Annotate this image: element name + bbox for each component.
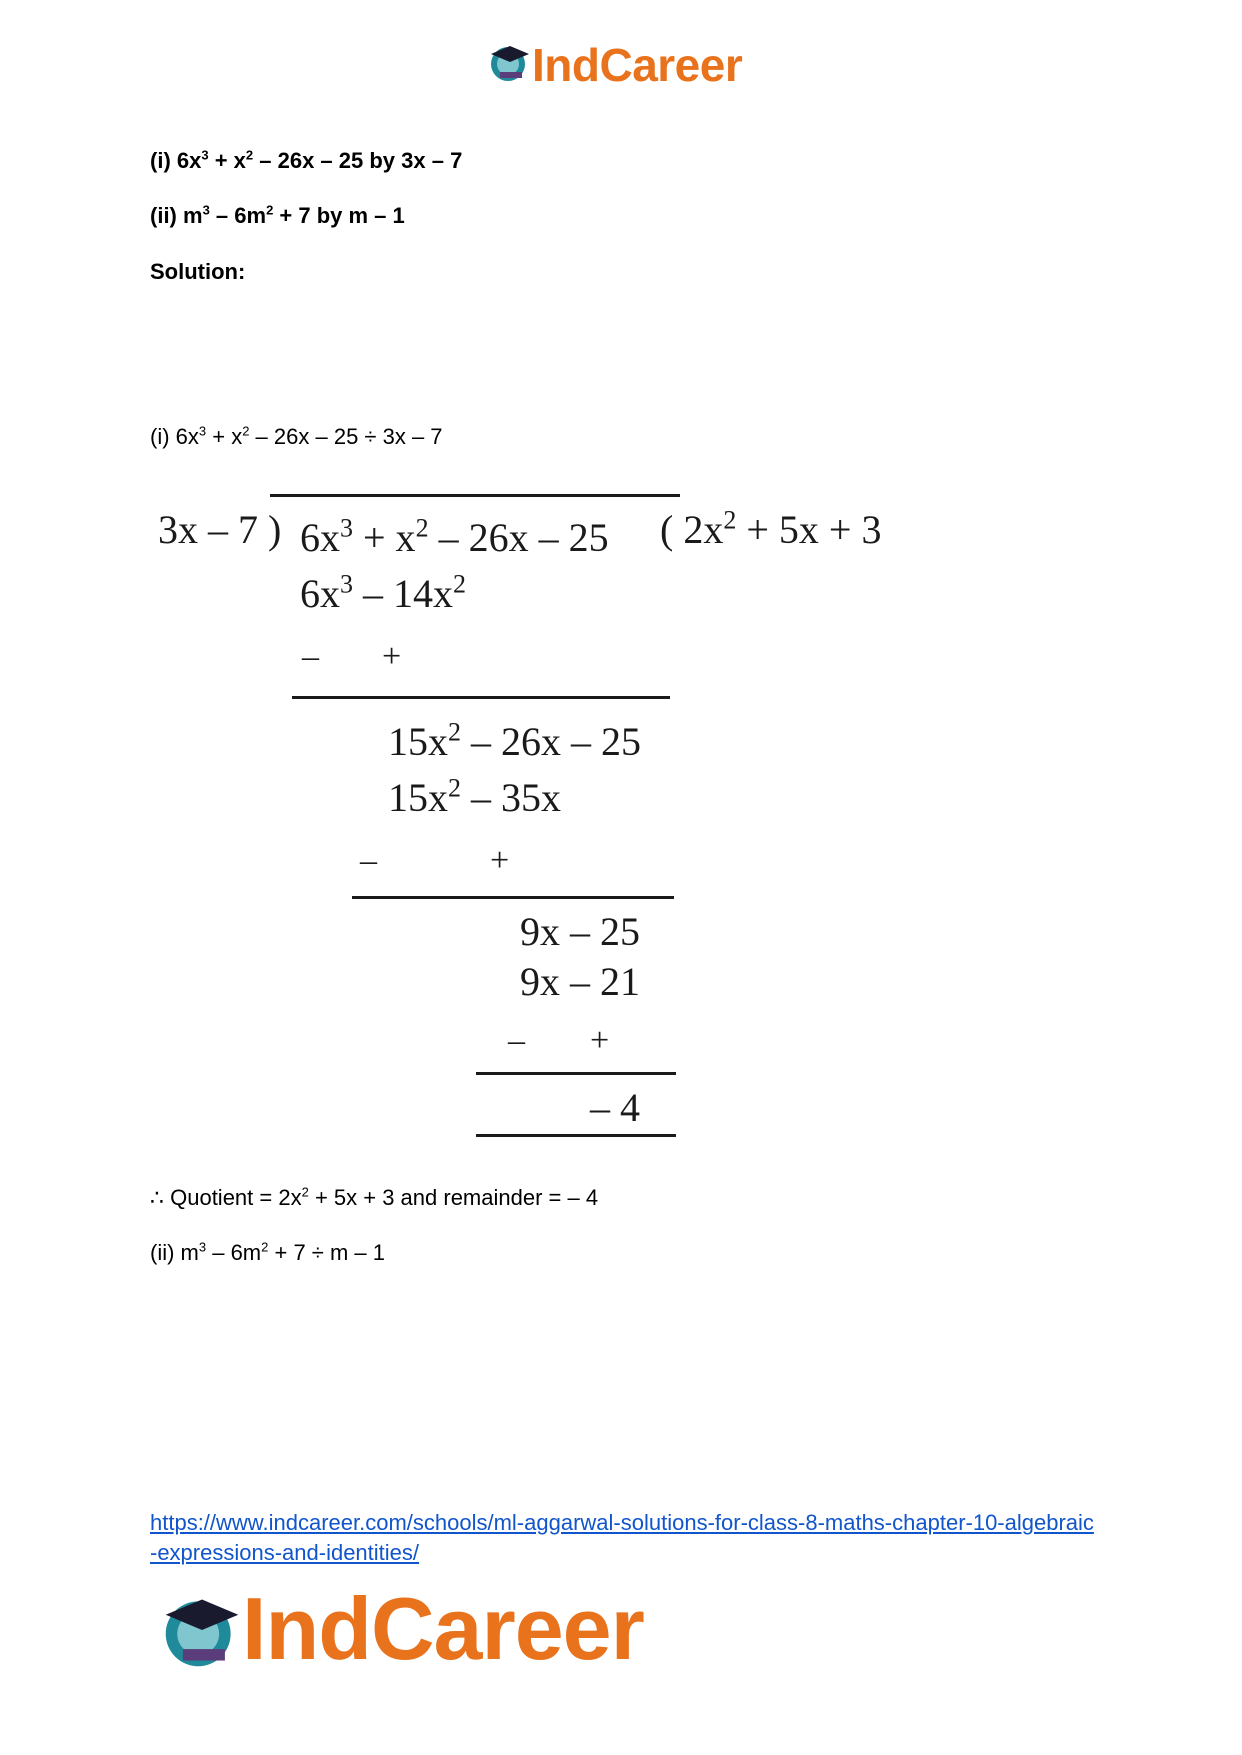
- solution-label: Solution:: [150, 259, 246, 284]
- question-2: (ii) $m^3 - 6m^2 + 7$ by m – 1: [150, 202, 405, 228]
- step3-rule: [476, 1072, 676, 1075]
- part2-heading: (ii) $m^3 - 6m^2 + 7 \div m - 1$: [150, 1239, 386, 1265]
- step1-sign-minus: –: [302, 638, 319, 675]
- dividend: $6x^3 + x^2 - 26x - 25$: [300, 513, 609, 560]
- divisor: 3x – 7 ): [158, 507, 282, 552]
- graduation-globe-icon: [160, 1588, 244, 1672]
- graduation-globe-icon: [488, 40, 532, 84]
- footer-brand-name: IndCareer: [242, 1579, 644, 1678]
- part1-conclusion: ∴ Quotient = $2x^2 + 5x + 3$ and remainder = – 4: [150, 1184, 599, 1210]
- step2-subtract: $15x^2 - 35x$: [388, 773, 561, 820]
- step3-sign-minus: –: [508, 1022, 525, 1059]
- remainder: – 4: [590, 1085, 640, 1130]
- step1-rule: [292, 696, 670, 699]
- step2-sign-plus: +: [490, 842, 510, 879]
- header-brand-name: IndCareer: [532, 39, 743, 91]
- quotient: ( $2x^2 + 5x + 3$: [660, 505, 882, 552]
- remainder-rule: [476, 1134, 676, 1137]
- step2-result: 9x – 25: [520, 909, 640, 954]
- question-1: (i) $6x^3 + x^2 - 26x - 25$ by 3x – 7: [150, 147, 463, 173]
- step3-subtract: 9x – 21: [520, 959, 640, 1004]
- step1-sign-plus: +: [382, 638, 402, 675]
- step2-sign-minus: –: [360, 842, 377, 879]
- step1-result: $15x^2 - 26x - 25$: [388, 717, 641, 764]
- source-link[interactable]: https://www.indcareer.com/schools/ml-aggarwal-solutions-for-class-8-maths-chapter-10-algebraic-expressions-and-identities/: [150, 1510, 1094, 1565]
- step2-rule: [352, 896, 674, 899]
- part1-heading: (i) $6x^3 + x^2 - 26x - 25 \div 3x - 7$: [150, 423, 443, 449]
- division-bar: [270, 494, 680, 497]
- step1-subtract: $6x^3 - 14x^2$: [300, 569, 466, 616]
- step3-sign-plus: +: [590, 1022, 610, 1059]
